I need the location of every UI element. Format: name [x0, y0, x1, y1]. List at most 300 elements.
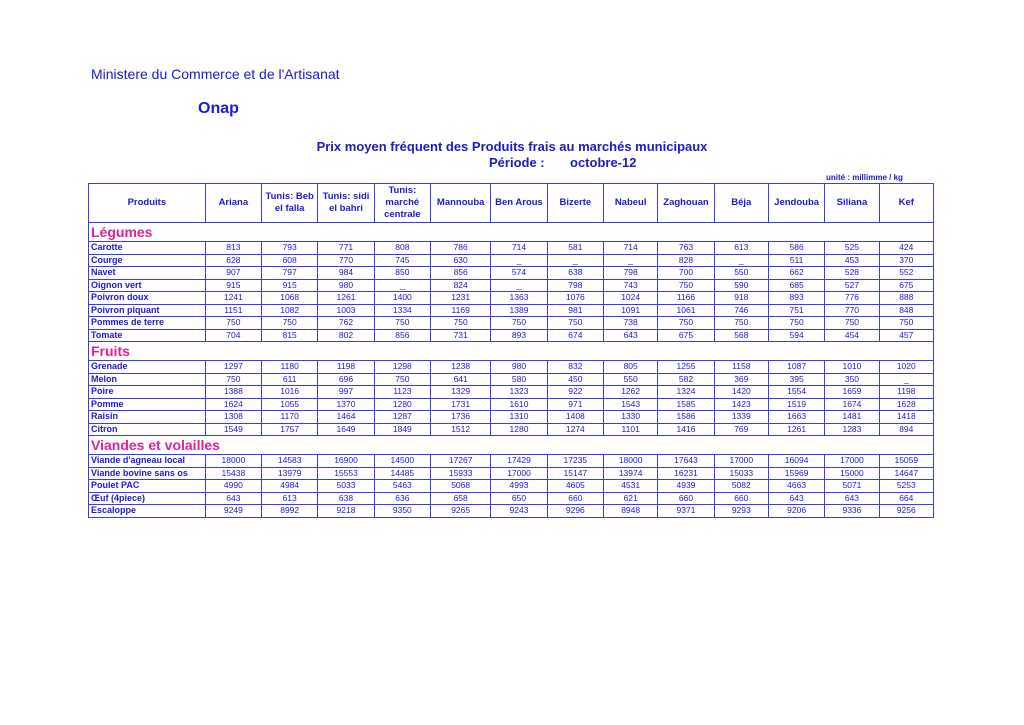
price-cell: 700	[658, 267, 714, 280]
price-cell: 1585	[658, 398, 714, 411]
price-cell: 594	[768, 329, 824, 342]
price-cell: 675	[879, 279, 933, 292]
price-cell: 9265	[431, 505, 491, 518]
price-cell: 525	[825, 242, 879, 255]
product-name: Grenade	[89, 361, 206, 374]
price-cell: 574	[491, 267, 547, 280]
price-cell: 1170	[262, 411, 318, 424]
price-cell: 1420	[714, 386, 768, 399]
price-cell: 1308	[205, 411, 261, 424]
price-cell: 696	[318, 373, 374, 386]
price-cell: 1020	[879, 361, 933, 374]
price-cell: 1091	[604, 304, 658, 317]
price-cell: 1180	[262, 361, 318, 374]
price-cell: 17429	[491, 455, 547, 468]
table-row	[89, 398, 934, 411]
column-header-produits: Produits	[89, 184, 206, 223]
price-cell: 660	[658, 492, 714, 505]
price-cell: 528	[825, 267, 879, 280]
price-cell: 9371	[658, 505, 714, 518]
price-cell: 1586	[658, 411, 714, 424]
price-cell: 770	[318, 254, 374, 267]
price-cell: _	[714, 254, 768, 267]
price-cell: 16231	[658, 467, 714, 480]
price-cell: 1024	[604, 292, 658, 305]
price-cell: 856	[374, 329, 430, 342]
price-cell: 1068	[262, 292, 318, 305]
price-cell: 17643	[658, 455, 714, 468]
price-cell: 638	[547, 267, 603, 280]
price-cell: 1849	[374, 423, 430, 436]
price-cell: 1339	[714, 411, 768, 424]
price-cell: 1400	[374, 292, 430, 305]
price-cell: 750	[879, 317, 933, 330]
product-name: Escaloppe	[89, 505, 206, 518]
category-label: Légumes	[89, 223, 934, 242]
price-cell: 9243	[491, 505, 547, 518]
price-cell: 13979	[262, 467, 318, 480]
product-name: Poivron doux	[89, 292, 206, 305]
price-cell: 984	[318, 267, 374, 280]
price-cell: 745	[374, 254, 430, 267]
price-cell: 1010	[825, 361, 879, 374]
price-cell: 675	[658, 329, 714, 342]
price-cell: 763	[658, 242, 714, 255]
table-row	[89, 267, 934, 280]
price-cell: 638	[318, 492, 374, 505]
price-cell: 907	[205, 267, 261, 280]
price-cell: 636	[374, 492, 430, 505]
column-header: Nabeul	[604, 184, 658, 223]
price-cell: 893	[491, 329, 547, 342]
price-cell: 552	[879, 267, 933, 280]
price-cell: 590	[714, 279, 768, 292]
price-cell: 17000	[825, 455, 879, 468]
price-cell: _	[547, 254, 603, 267]
price-cell: 16094	[768, 455, 824, 468]
price-cell: 750	[714, 317, 768, 330]
price-cell: 1519	[768, 398, 824, 411]
price-cell: 1416	[658, 423, 714, 436]
table-row	[89, 492, 934, 505]
table-row	[89, 254, 934, 267]
price-cell: 14485	[374, 467, 430, 480]
price-cell: 1674	[825, 398, 879, 411]
price-cell: 856	[431, 267, 491, 280]
price-cell: 776	[825, 292, 879, 305]
price-cell: 1169	[431, 304, 491, 317]
price-cell: 15059	[879, 455, 933, 468]
price-cell: 17000	[714, 455, 768, 468]
price-cell: 1481	[825, 411, 879, 424]
table-row	[89, 455, 934, 468]
product-name: Navet	[89, 267, 206, 280]
price-cell: 1231	[431, 292, 491, 305]
price-cell: 674	[547, 329, 603, 342]
price-cell: 650	[491, 492, 547, 505]
price-cell: 1757	[262, 423, 318, 436]
table-row	[89, 304, 934, 317]
price-cell: 750	[658, 279, 714, 292]
category-row	[89, 436, 934, 455]
price-cell: 4990	[205, 480, 261, 493]
price-cell: 894	[879, 423, 933, 436]
price-cell: 1310	[491, 411, 547, 424]
price-cell: 997	[318, 386, 374, 399]
price-cell: 1323	[491, 386, 547, 399]
price-cell: 770	[825, 304, 879, 317]
price-cell: 1543	[604, 398, 658, 411]
price-cell: 1388	[205, 386, 261, 399]
price-cell: 1241	[205, 292, 261, 305]
price-cell: 1330	[604, 411, 658, 424]
price-cell: 628	[205, 254, 261, 267]
price-cell: 8992	[262, 505, 318, 518]
product-name: Œuf (4piece)	[89, 492, 206, 505]
price-cell: 4605	[547, 480, 603, 493]
column-header: Siliana	[825, 184, 879, 223]
product-name: Tomate	[89, 329, 206, 342]
price-cell: 1003	[318, 304, 374, 317]
price-cell: 5071	[825, 480, 879, 493]
price-cell: 9218	[318, 505, 374, 518]
price-cell: 746	[714, 304, 768, 317]
price-cell: 1238	[431, 361, 491, 374]
price-cell: 893	[768, 292, 824, 305]
price-cell: 453	[825, 254, 879, 267]
price-cell: 750	[262, 317, 318, 330]
price-cell: 798	[547, 279, 603, 292]
table-row	[89, 423, 934, 436]
table-row	[89, 505, 934, 518]
price-cell: 1198	[879, 386, 933, 399]
price-cell: 1274	[547, 423, 603, 436]
price-cell: 15438	[205, 467, 261, 480]
price-cell: 15969	[768, 467, 824, 480]
price-cell: 714	[604, 242, 658, 255]
price-cell: 750	[825, 317, 879, 330]
price-cell: 1061	[658, 304, 714, 317]
price-cell: 613	[714, 242, 768, 255]
table-row	[89, 480, 934, 493]
column-header: Tunis: Beb el falla	[262, 184, 318, 223]
price-cell: 580	[491, 373, 547, 386]
price-cell: 918	[714, 292, 768, 305]
price-cell: 608	[262, 254, 318, 267]
category-label: Fruits	[89, 342, 934, 361]
column-header: Bizerte	[547, 184, 603, 223]
price-cell: 16900	[318, 455, 374, 468]
price-cell: 613	[262, 492, 318, 505]
price-cell: 1101	[604, 423, 658, 436]
table-row	[89, 411, 934, 424]
price-cell: 1408	[547, 411, 603, 424]
header-row	[89, 184, 934, 223]
price-cell: 1280	[374, 398, 430, 411]
price-cell: 9256	[879, 505, 933, 518]
column-header: Mannouba	[431, 184, 491, 223]
price-cell: 550	[604, 373, 658, 386]
price-cell: 15000	[825, 467, 879, 480]
price-cell: 527	[825, 279, 879, 292]
table-row	[89, 373, 934, 386]
price-cell: 1261	[768, 423, 824, 436]
table-row	[89, 242, 934, 255]
price-cell: 848	[879, 304, 933, 317]
price-cell: 980	[491, 361, 547, 374]
table-row	[89, 279, 934, 292]
table-row	[89, 329, 934, 342]
column-header: Zaghouan	[658, 184, 714, 223]
table-row	[89, 386, 934, 399]
product-name: Poire	[89, 386, 206, 399]
price-cell: 17235	[547, 455, 603, 468]
price-cell: 5082	[714, 480, 768, 493]
price-cell: 750	[491, 317, 547, 330]
price-cell: 750	[205, 373, 261, 386]
price-cell: 1055	[262, 398, 318, 411]
price-cell: 1659	[825, 386, 879, 399]
price-cell: 743	[604, 279, 658, 292]
table-row	[89, 361, 934, 374]
price-cell: 1363	[491, 292, 547, 305]
price-cell: 14647	[879, 467, 933, 480]
price-cell: 582	[658, 373, 714, 386]
price-cell: 762	[318, 317, 374, 330]
price-cell: 643	[604, 329, 658, 342]
category-row	[89, 342, 934, 361]
column-header: Jendouba	[768, 184, 824, 223]
price-cell: 714	[491, 242, 547, 255]
price-cell: 1016	[262, 386, 318, 399]
price-cell: 15147	[547, 467, 603, 480]
product-name: Poulet PAC	[89, 480, 206, 493]
price-cell: 5253	[879, 480, 933, 493]
price-cell: 771	[318, 242, 374, 255]
price-cell: 815	[262, 329, 318, 342]
price-cell: 1370	[318, 398, 374, 411]
table-row	[89, 467, 934, 480]
product-name: Carotte	[89, 242, 206, 255]
price-cell: 1624	[205, 398, 261, 411]
price-cell: 888	[879, 292, 933, 305]
ministry-name: Ministere du Commerce et de l'Artisanat	[91, 66, 340, 82]
price-cell: 738	[604, 317, 658, 330]
price-cell: 1334	[374, 304, 430, 317]
price-cell: 1554	[768, 386, 824, 399]
price-cell: 1151	[205, 304, 261, 317]
column-header: Kef	[879, 184, 933, 223]
category-label: Viandes et volailles	[89, 436, 934, 455]
price-cell: 9249	[205, 505, 261, 518]
price-cell: 9350	[374, 505, 430, 518]
price-cell: 750	[547, 317, 603, 330]
price-cell: 1158	[714, 361, 768, 374]
price-cell: 511	[768, 254, 824, 267]
price-cell: _	[604, 254, 658, 267]
price-cell: 350	[825, 373, 879, 386]
price-cell: 750	[768, 317, 824, 330]
price-cell: 832	[547, 361, 603, 374]
price-cell: 4993	[491, 480, 547, 493]
price-cell: _	[491, 254, 547, 267]
price-cell: 1297	[205, 361, 261, 374]
price-cell: 395	[768, 373, 824, 386]
price-cell: 1418	[879, 411, 933, 424]
price-cell: 4984	[262, 480, 318, 493]
price-cell: 611	[262, 373, 318, 386]
report-title: Prix moyen fréquent des Produits frais au marchés municipaux	[316, 139, 708, 154]
price-cell: 18000	[205, 455, 261, 468]
price-cell: 750	[658, 317, 714, 330]
price-cell: 750	[205, 317, 261, 330]
price-cell: 798	[604, 267, 658, 280]
product-name: Oignon vert	[89, 279, 206, 292]
price-cell: 685	[768, 279, 824, 292]
price-cell: 786	[431, 242, 491, 255]
product-name: Viande bovine sans os	[89, 467, 206, 480]
price-cell: _	[374, 279, 430, 292]
price-cell: 915	[262, 279, 318, 292]
price-cell: 1628	[879, 398, 933, 411]
price-cell: 621	[604, 492, 658, 505]
category-row	[89, 223, 934, 242]
price-cell: 1283	[825, 423, 879, 436]
product-name: Pomme	[89, 398, 206, 411]
price-cell: 641	[431, 373, 491, 386]
price-cell: 769	[714, 423, 768, 436]
price-cell: 793	[262, 242, 318, 255]
price-cell: 660	[714, 492, 768, 505]
column-header: Ben Arous	[491, 184, 547, 223]
price-cell: 922	[547, 386, 603, 399]
price-cell: 5068	[431, 480, 491, 493]
price-cell: 1255	[658, 361, 714, 374]
price-cell: 4531	[604, 480, 658, 493]
price-cell: _	[879, 373, 933, 386]
price-cell: 1731	[431, 398, 491, 411]
price-cell: 1663	[768, 411, 824, 424]
column-header: Béja	[714, 184, 768, 223]
price-cell: 18000	[604, 455, 658, 468]
price-cell: 1262	[604, 386, 658, 399]
price-cell: 971	[547, 398, 603, 411]
price-cell: 15933	[431, 467, 491, 480]
column-header: Tunis: marché centrale	[374, 184, 430, 223]
price-cell: 630	[431, 254, 491, 267]
price-cell: 586	[768, 242, 824, 255]
price-cell: 643	[825, 492, 879, 505]
price-cell: 915	[205, 279, 261, 292]
price-cell: 662	[768, 267, 824, 280]
price-cell: 1198	[318, 361, 374, 374]
price-cell: 1123	[374, 386, 430, 399]
price-cell: 824	[431, 279, 491, 292]
price-cell: 9206	[768, 505, 824, 518]
price-cell: 450	[547, 373, 603, 386]
price-cell: 1549	[205, 423, 261, 436]
price-table	[88, 183, 934, 518]
price-cell: 664	[879, 492, 933, 505]
price-cell: 1280	[491, 423, 547, 436]
price-cell: 828	[658, 254, 714, 267]
price-cell: 14500	[374, 455, 430, 468]
product-name: Courge	[89, 254, 206, 267]
table-row	[89, 317, 934, 330]
price-cell: 581	[547, 242, 603, 255]
price-cell: 1166	[658, 292, 714, 305]
price-cell: 9293	[714, 505, 768, 518]
table-row	[89, 292, 934, 305]
price-cell: 805	[604, 361, 658, 374]
price-cell: 1389	[491, 304, 547, 317]
price-cell: 1324	[658, 386, 714, 399]
price-cell: 643	[205, 492, 261, 505]
price-cell: 15553	[318, 467, 374, 480]
price-cell: 750	[374, 373, 430, 386]
price-cell: 5033	[318, 480, 374, 493]
price-cell: 1329	[431, 386, 491, 399]
price-cell: 802	[318, 329, 374, 342]
price-cell: 5463	[374, 480, 430, 493]
period-value: octobre-12	[570, 155, 637, 170]
org-name: Onap	[198, 100, 239, 117]
price-cell: 9296	[547, 505, 603, 518]
price-cell: 731	[431, 329, 491, 342]
price-cell: 424	[879, 242, 933, 255]
price-cell: 457	[879, 329, 933, 342]
price-cell: 1087	[768, 361, 824, 374]
price-cell: 750	[374, 317, 430, 330]
price-cell: 1287	[374, 411, 430, 424]
price-cell: 660	[547, 492, 603, 505]
price-cell: 850	[374, 267, 430, 280]
price-cell: 1076	[547, 292, 603, 305]
price-cell: 750	[431, 317, 491, 330]
price-cell: 1649	[318, 423, 374, 436]
price-cell: 1423	[714, 398, 768, 411]
price-cell: 13974	[604, 467, 658, 480]
price-cell: 14583	[262, 455, 318, 468]
price-cell: 17000	[491, 467, 547, 480]
price-cell: 568	[714, 329, 768, 342]
price-cell: 751	[768, 304, 824, 317]
price-cell: 4939	[658, 480, 714, 493]
price-cell: 658	[431, 492, 491, 505]
price-cell: 1464	[318, 411, 374, 424]
price-cell: 1298	[374, 361, 430, 374]
price-cell: 369	[714, 373, 768, 386]
price-cell: 370	[879, 254, 933, 267]
column-header: Ariana	[205, 184, 261, 223]
column-header: Tunis: sidi el bahri	[318, 184, 374, 223]
product-name: Citron	[89, 423, 206, 436]
price-cell: 4663	[768, 480, 824, 493]
price-cell: 1082	[262, 304, 318, 317]
price-cell: 813	[205, 242, 261, 255]
product-name: Viande d'agneau local	[89, 455, 206, 468]
price-cell: 797	[262, 267, 318, 280]
price-cell: 1610	[491, 398, 547, 411]
price-cell: 9336	[825, 505, 879, 518]
price-cell: 1736	[431, 411, 491, 424]
price-cell: _	[491, 279, 547, 292]
product-name: Raisin	[89, 411, 206, 424]
product-name: Pommes de terre	[89, 317, 206, 330]
price-cell: 643	[768, 492, 824, 505]
price-cell: 8948	[604, 505, 658, 518]
product-name: Poivron piquant	[89, 304, 206, 317]
